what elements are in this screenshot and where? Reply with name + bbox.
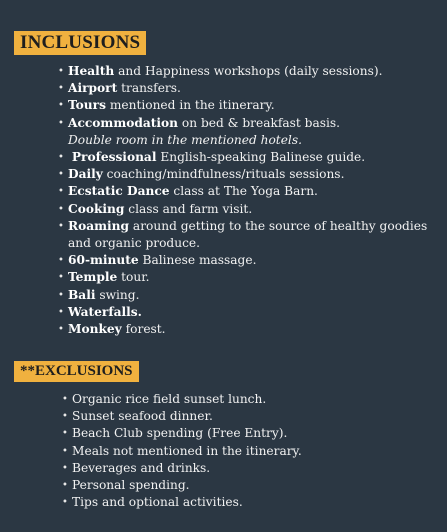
item-text: and Happiness workshops (daily sessions). [114, 64, 383, 78]
item-text: class and farm visit. [124, 201, 253, 216]
list-item [68, 218, 438, 252]
item-text: forest. [121, 322, 166, 337]
item-keyword: Accommodation [68, 115, 179, 130]
list-item: • Personal spending. [72, 477, 432, 494]
item-text: mentioned in the itinerary. [105, 98, 275, 113]
list-item [68, 252, 438, 269]
list-item [68, 63, 438, 80]
item-text: coaching/mindfulness/rituals sessions. [102, 167, 345, 182]
item-keyword: Monkey [68, 322, 122, 337]
item-text: transfers. [117, 81, 181, 96]
list-item [68, 80, 438, 97]
list-item: • Organic rice field sunset lunch. [72, 391, 432, 408]
list-item [68, 183, 438, 200]
list-item: • Beverages and drinks. [72, 460, 432, 477]
exclusions-list [72, 391, 432, 511]
list-item [68, 287, 438, 304]
item-text: Balinese massage. [138, 253, 257, 268]
exclusions-heading: **EXCLUSIONS [14, 361, 139, 382]
list-item [68, 166, 438, 183]
item-keyword: Daily [68, 167, 103, 182]
list-item: • Beach Club spending (Free Entry). [72, 425, 432, 442]
inclusions-heading: INCLUSIONS [14, 31, 146, 55]
list-item [68, 269, 438, 286]
item-keyword: Temple [68, 270, 118, 285]
list-item [68, 304, 438, 321]
item-keyword: Bali [68, 287, 96, 302]
item-text: class at The Yoga Barn. [169, 184, 318, 199]
list-item [68, 115, 438, 132]
list-item: • Sunset seafood dinner. [72, 408, 432, 425]
list-item-note [68, 132, 438, 149]
item-text: on bed & breakfast basis. [178, 115, 341, 130]
list-item: • Meals not mentioned in the itinerary. [72, 443, 432, 460]
inclusions-list [68, 63, 438, 338]
item-keyword: 60-minute [68, 253, 139, 268]
item-text: English-speaking Balinese guide. [156, 150, 366, 165]
list-item [68, 321, 438, 338]
item-keyword: Airport [68, 81, 118, 96]
item-keyword: Roaming [68, 218, 130, 233]
list-item [68, 149, 438, 166]
item-keyword: Health [68, 64, 115, 78]
list-item [68, 201, 438, 218]
item-keyword: Ecstatic Dance [68, 184, 170, 199]
item-keyword: Tours [68, 98, 106, 113]
item-text: around getting to the source of healthy goodies and organic produce. [68, 218, 428, 251]
item-note: Double room in the mentioned hotels. [68, 132, 302, 147]
item-text: tour. [117, 270, 150, 285]
item-keyword: Cooking [68, 201, 125, 216]
list-item [68, 97, 438, 114]
item-keyword: Waterfalls. [68, 304, 142, 319]
list-item: • Tips and optional activities. [72, 494, 432, 511]
item-keyword: Professional [71, 150, 157, 165]
item-text: swing. [95, 287, 140, 302]
